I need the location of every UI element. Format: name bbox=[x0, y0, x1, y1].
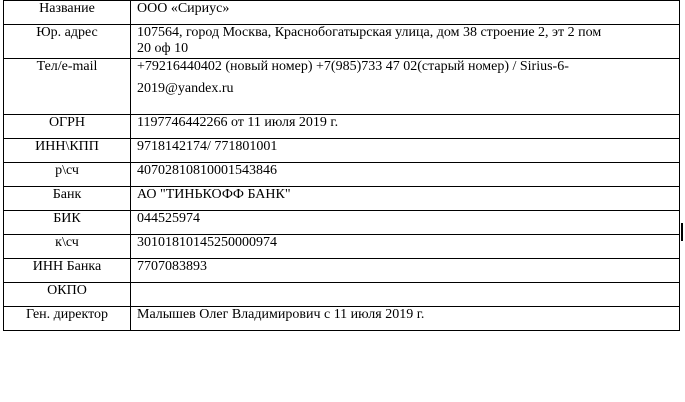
table-row-inn-kpp bbox=[4, 139, 680, 163]
row-label: Юр. адрес bbox=[4, 25, 131, 59]
row-value: 7707083893 bbox=[131, 259, 680, 283]
row-value: 1197746442266 от 11 июля 2019 г. bbox=[131, 115, 680, 139]
row-value: 40702810810001543846 bbox=[131, 163, 680, 187]
row-label: Тел/e-mail bbox=[4, 59, 131, 115]
row-label: Банк bbox=[4, 187, 131, 211]
row-label: ИНН\КПП bbox=[4, 139, 131, 163]
row-value bbox=[131, 283, 680, 307]
row-value: Малышев Олег Владимирович с 11 июля 2019 г. bbox=[131, 307, 680, 331]
address-line-2: 20 оф 10 bbox=[137, 41, 189, 56]
table-row-director bbox=[4, 307, 680, 331]
row-value: 044525974 bbox=[131, 211, 680, 235]
table-row-name bbox=[4, 1, 680, 25]
table-row-account bbox=[4, 163, 680, 187]
row-value: АО "ТИНЬКОФФ БАНК" bbox=[131, 187, 680, 211]
table-edge-mark bbox=[681, 223, 683, 241]
table-row-ogrn bbox=[4, 115, 680, 139]
phone-email-line-2: 2019@yandex.ru bbox=[137, 81, 234, 96]
phone-email-line-1: +79216440402 (новый номер) +7(985)733 47 02(старый номер) / Sirius-6- bbox=[137, 59, 569, 74]
row-value bbox=[131, 25, 680, 59]
row-label: Ген. директор bbox=[4, 307, 131, 331]
row-label: ОКПО bbox=[4, 283, 131, 307]
row-label: БИК bbox=[4, 211, 131, 235]
table-row-okpo bbox=[4, 283, 680, 307]
row-label: р\сч bbox=[4, 163, 131, 187]
row-label: к\сч bbox=[4, 235, 131, 259]
table-row-legal-address bbox=[4, 25, 680, 59]
address-line-1: 107564, город Москва, Краснобогатырская улица, дом 38 строение 2, эт 2 пом bbox=[137, 25, 602, 40]
row-value: 9718142174/ 771801001 bbox=[131, 139, 680, 163]
company-requisites-table bbox=[3, 0, 680, 331]
row-value bbox=[131, 59, 680, 115]
table-row-bank bbox=[4, 187, 680, 211]
table-row-corr-account bbox=[4, 235, 680, 259]
table-row-bik bbox=[4, 211, 680, 235]
table-row-contacts bbox=[4, 59, 680, 115]
row-label: ИНН Банка bbox=[4, 259, 131, 283]
row-label: ОГРН bbox=[4, 115, 131, 139]
row-label: Название bbox=[4, 1, 131, 25]
table-row-bank-inn bbox=[4, 259, 680, 283]
row-value: 30101810145250000974 bbox=[131, 235, 680, 259]
row-value: ООО «Сириус» bbox=[131, 1, 680, 25]
